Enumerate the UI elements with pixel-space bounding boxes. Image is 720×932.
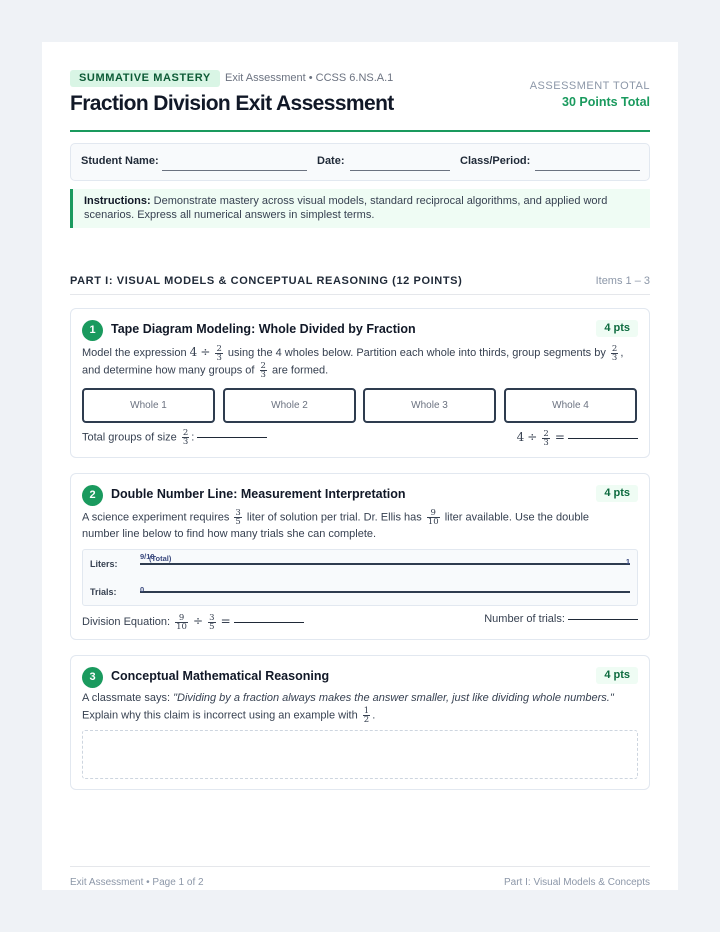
class-period-field[interactable] [535, 170, 640, 171]
division-equation-blank[interactable] [234, 622, 304, 623]
liters-tick-label: 9/10 [140, 552, 155, 561]
liters-row-label: Liters: [90, 559, 118, 569]
class-period-label: Class/Period: [460, 155, 531, 167]
question-prompt: A classmate says: "Dividing by a fraction always makes the answer smaller, just like dividing whole numbers." Explain why this claim is incorrect using an example with $\frac{1}{2}$ . [82, 692, 614, 725]
worksheet-page [42, 42, 678, 890]
worksheet-content [70, 70, 650, 888]
groups-answer-row: Total groups of size $\frac{2}{3}$ : [82, 429, 267, 446]
question-prompt: Model the expression 4 ÷ $\frac{2}{3}$ using the 4 wholes below. Partition each whole into thirds, group segments by $\frac{2}{3}$ , and determine how many groups of $\frac{2}{3}$ are formed. [82, 343, 624, 380]
trials-answer-row: Number of trials: [484, 611, 638, 628]
liters-number-line[interactable] [140, 563, 630, 565]
trials-zero-label: 0 [140, 585, 145, 594]
mastery-badge: SUMMATIVE MASTERY [70, 70, 220, 87]
part-title: PART I: VISUAL MODELS & CONCEPTUAL REASONING (12 POINTS) [70, 275, 463, 287]
assessment-header [70, 70, 650, 132]
points-badge: 4 pts [596, 485, 638, 502]
question-number: 2 [82, 485, 103, 506]
question-title: Double Number Line: Measurement Interpretation [111, 487, 406, 501]
fraction: $\frac{9}{10}$ [176, 612, 187, 632]
question-card-3 [70, 655, 650, 790]
fraction: $\frac{1}{2}$ [363, 706, 370, 725]
classmate-quote: "Dividing by a fraction always makes the answer smaller, just like dividing whole numbers." [173, 692, 614, 704]
question-title: Tape Diagram Modeling: Whole Divided by Fraction [111, 322, 416, 336]
question-card-1 [70, 308, 650, 458]
student-name-label: Student Name: [81, 155, 159, 167]
student-name-field[interactable] [162, 170, 307, 171]
fraction: $\frac{3}{5}$ [235, 508, 241, 527]
standard-tag: Exit Assessment • CCSS 6.NS.A.1 [225, 72, 394, 84]
double-number-line [82, 549, 638, 606]
liters-total-label: (Total) [149, 554, 172, 563]
footer-right: Part I: Visual Models & Concepts [504, 877, 650, 888]
points-badge: 4 pts [596, 667, 638, 684]
written-answer-box[interactable] [82, 730, 638, 779]
whole-box-3[interactable]: Whole 3 [363, 388, 496, 423]
trials-number-line[interactable] [140, 591, 630, 593]
page-footer [70, 866, 650, 898]
assessment-total-label: ASSESSMENT TOTAL [529, 80, 650, 92]
fraction: $\frac{9}{10}$ [427, 508, 439, 527]
fraction: $\frac{2}{3}$ [216, 343, 222, 363]
trials-row-label: Trials: [90, 587, 117, 597]
instructions-box [70, 189, 650, 228]
fraction: $\frac{2}{3}$ [611, 343, 618, 363]
part-item-range: Items 1 – 3 [595, 275, 650, 287]
whole-box-4[interactable]: Whole 4 [504, 388, 637, 423]
footer-left: Exit Assessment • Page 1 of 2 [70, 877, 204, 888]
fraction: $\frac{3}{5}$ [209, 612, 215, 632]
question-number: 1 [82, 320, 103, 341]
fraction: $\frac{2}{3}$ [543, 428, 549, 448]
whole-box-2[interactable]: Whole 2 [223, 388, 356, 423]
instructions-label: Instructions: [84, 195, 151, 207]
whole-box-1[interactable]: Whole 1 [82, 388, 215, 423]
quotient-answer-blank[interactable] [568, 438, 638, 439]
date-field[interactable] [350, 170, 450, 171]
student-info-box [70, 143, 650, 181]
equation-answer-row: 4 ÷ $\frac{2}{3}$ = [517, 429, 638, 447]
fraction: $\frac{2}{3}$ [260, 361, 266, 380]
question-card-2 [70, 473, 650, 640]
date-label: Date: [317, 155, 345, 167]
question-title: Conceptual Mathematical Reasoning [111, 669, 330, 683]
fraction: $\frac{2}{3}$ [182, 428, 189, 447]
question-number: 3 [82, 667, 103, 688]
liters-end-label: 1 [625, 557, 630, 566]
assessment-total-value: 30 Points Total [562, 95, 650, 109]
division-equation-row: Division Equation: $\frac{9}{10}$ ÷ $\frac{3}{5}$ = [82, 613, 304, 631]
part-header [70, 275, 650, 295]
page-title: Fraction Division Exit Assessment [70, 92, 394, 115]
question-prompt: A science experiment requires $\frac{3}{5}$ liter of solution per trial. Dr. Ellis has $\frac{9}{10}$ liter available. Use the double number line below to find how many trials she can complete. [82, 508, 590, 541]
points-badge: 4 pts [596, 320, 638, 337]
groups-answer-blank[interactable] [197, 437, 267, 438]
instructions-text: Demonstrate mastery across visual models, standard reciprocal algorithms, and applied word scenarios. Express all numerical answers in simplest terms. [84, 195, 608, 221]
trials-answer-blank[interactable] [568, 619, 638, 620]
